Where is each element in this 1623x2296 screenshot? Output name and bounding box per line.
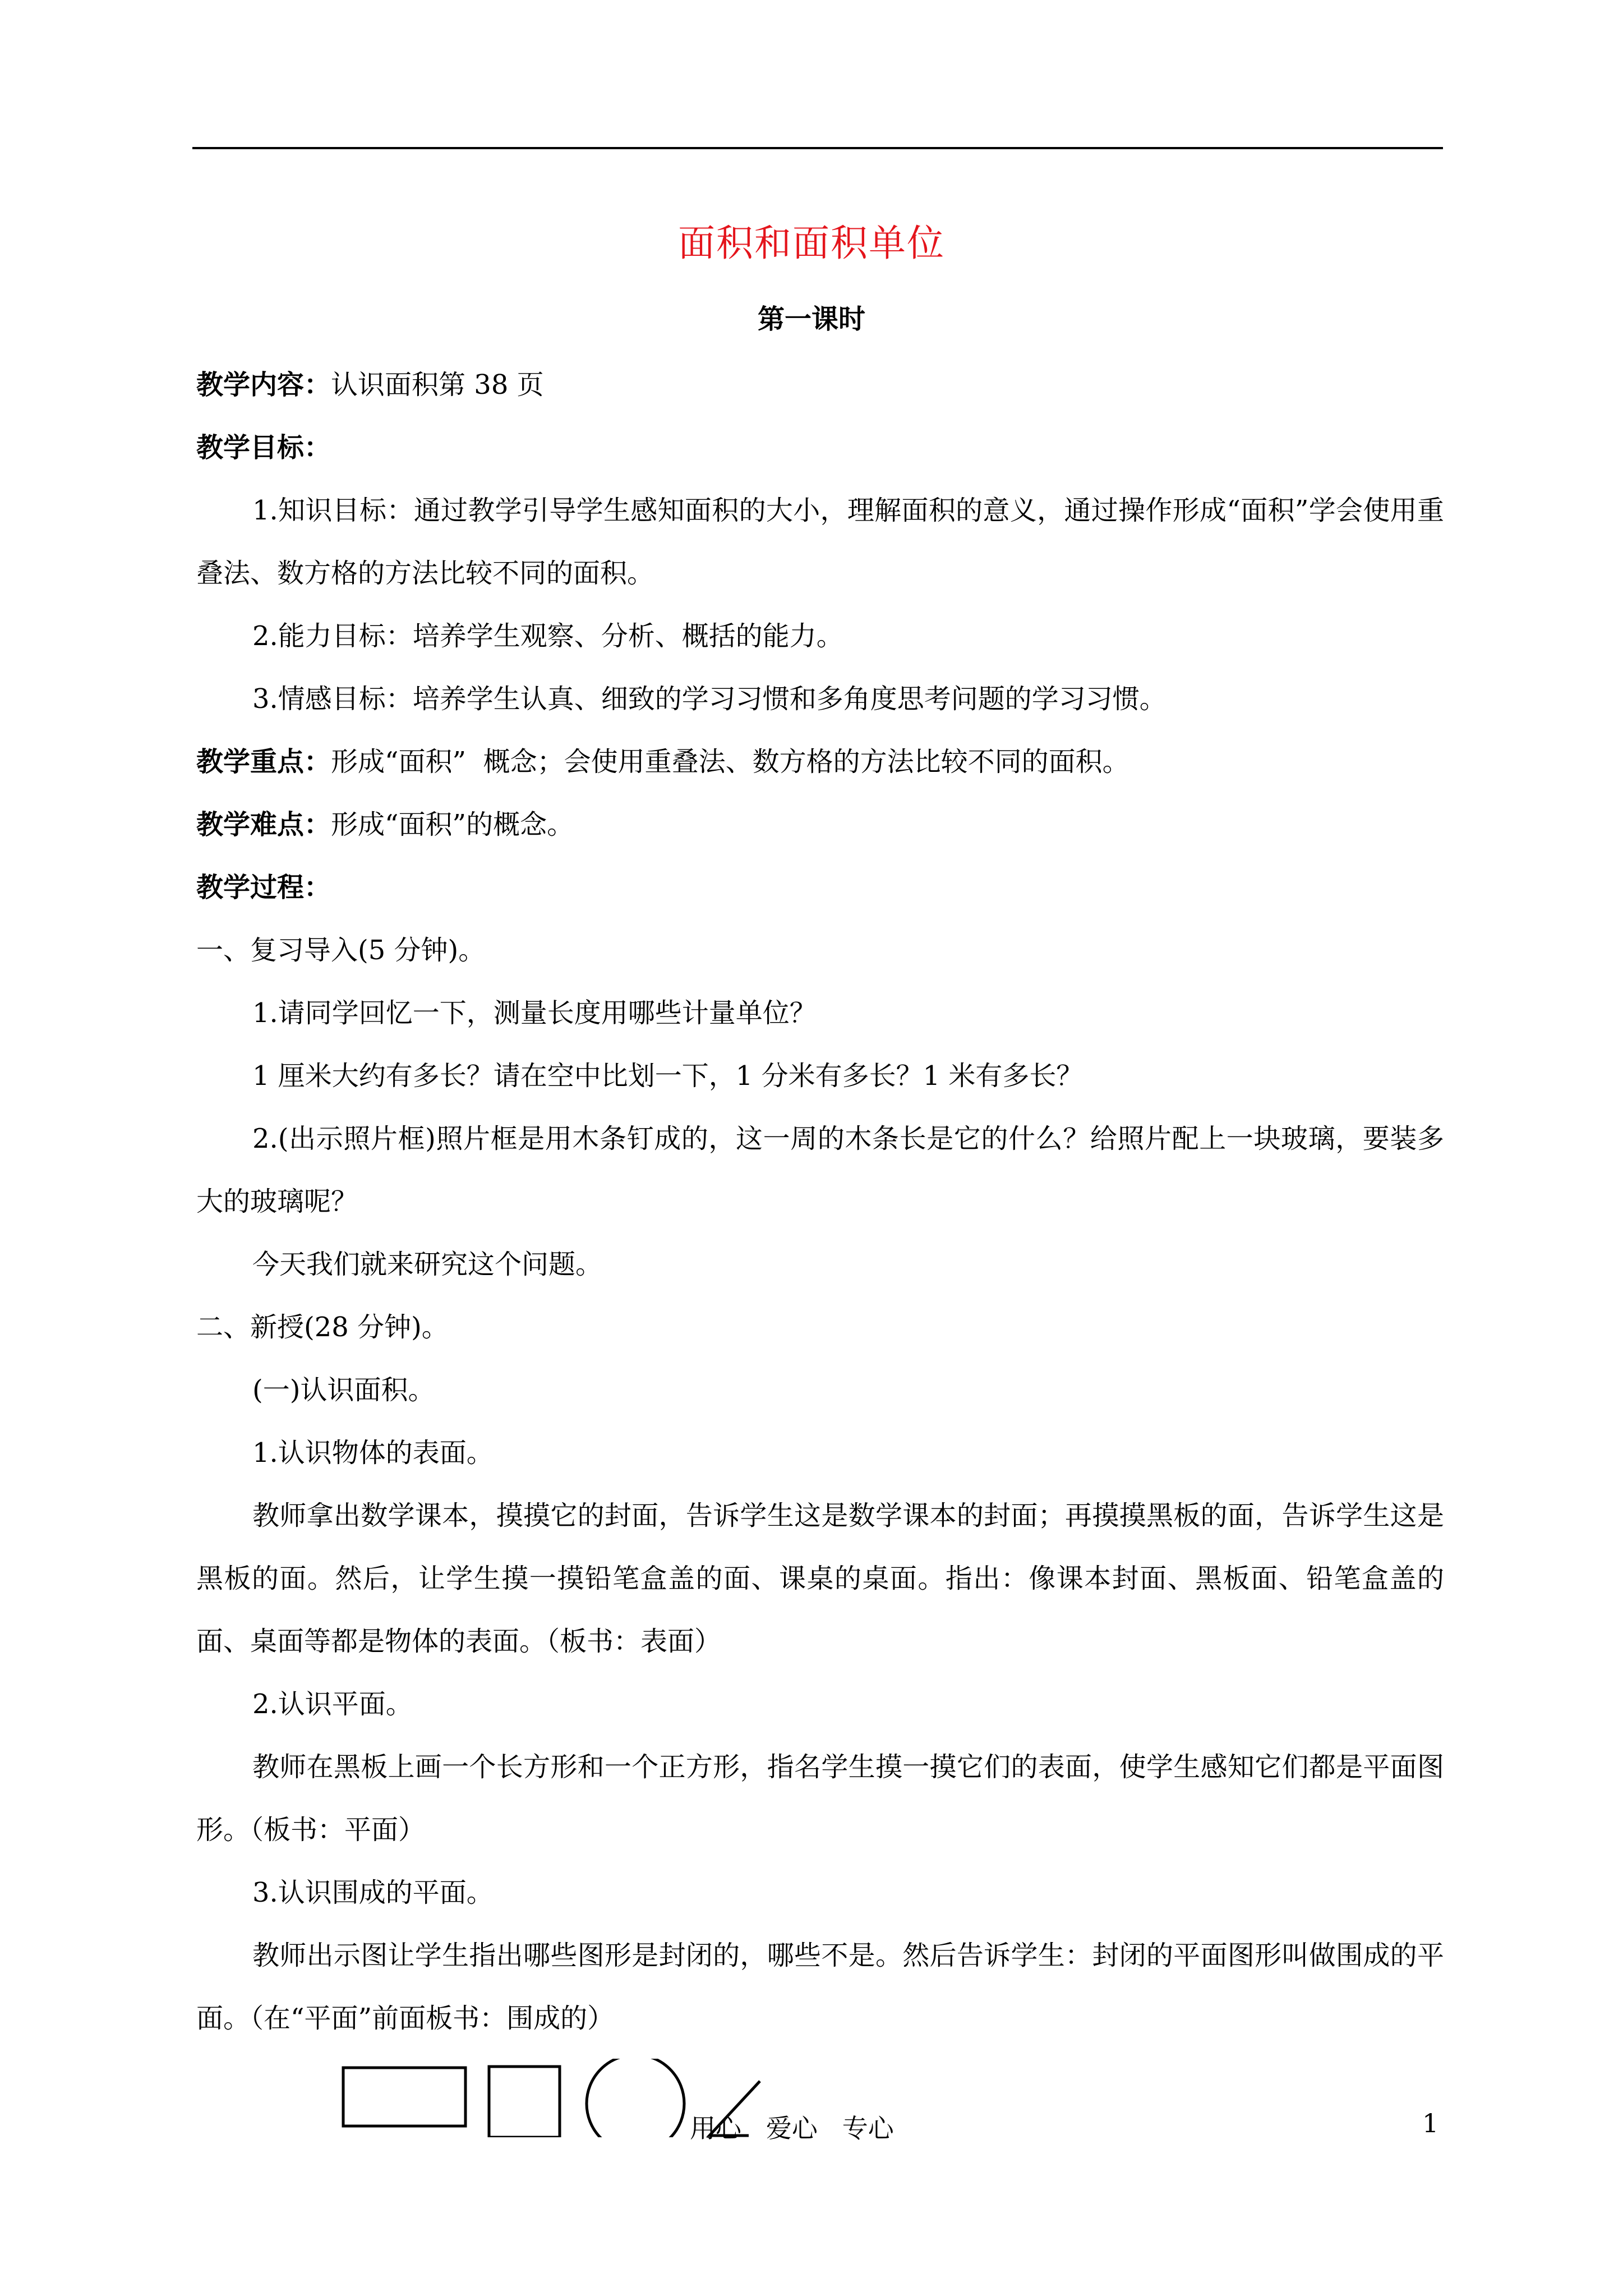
teaching-focus-line: 教学重点：形成“面积” 概念；会使用重叠法、数方格的方法比较不同的面积。 xyxy=(196,746,1129,777)
teaching-content-line: 教学内容：认识面积第 38 页 xyxy=(196,369,544,401)
page-title: 面积和面积单位 xyxy=(678,222,945,265)
footer-motto: 用心 爱心 专心 xyxy=(690,2113,894,2143)
step-enclosed-plane-detail: 教师出示图让学生指出哪些图形是封闭的，哪些不是。然后告诉学生：封闭的平面图形叫做围成的平面。（在“平面”前面板书：围成的） xyxy=(196,1940,1444,2034)
step-plane: 2.认识平面。 xyxy=(252,1688,413,1720)
step-surface: 1.认识物体的表面。 xyxy=(252,1437,494,1469)
circle-shape xyxy=(587,2059,684,2137)
step-plane-detail: 教师在黑板上画一个长方形和一个正方形，指名学生摸一摸它们的表面，使学生感知它们都是平面图形。（板书：平面） xyxy=(196,1751,1444,1846)
review-item-1: 1.请同学回忆一下，测量长度用哪些计量单位？ xyxy=(252,997,817,1029)
teaching-goals-heading: 教学目标： xyxy=(196,432,331,463)
review-item-1-detail: 1 厘米大约有多长？请在空中比划一下，1 分米有多长？1 米有多长？ xyxy=(252,1060,1083,1092)
page-number: 1 xyxy=(1422,2108,1439,2138)
document-body xyxy=(196,353,1444,2050)
step-surface-detail: 教师拿出数学课本，摸摸它的封面，告诉学生这是数学课本的封面；再摸摸黑板的面，告诉学生这是黑板的面。然后，让学生摸一摸铅笔盒盖的面、课桌的桌面。指出：像课本封面、黑板面、铅笔盒盖的面、桌面等都是物体的表面。（板书：表面） xyxy=(196,1500,1444,1657)
section-new-lesson: 二、新授(28 分钟)。 xyxy=(196,1312,449,1343)
goal-emotion: 3.情感目标：培养学生认真、细致的学习习惯和多角度思考问题的学习习惯。 xyxy=(252,683,1166,715)
section-review: 一、复习导入(5 分钟)。 xyxy=(196,935,486,966)
rectangle-shape xyxy=(343,2068,465,2126)
teaching-process-heading: 教学过程： xyxy=(196,872,331,903)
goal-knowledge: 1.知识目标：通过教学引导学生感知面积的大小，理解面积的意义，通过操作形成“面积”学会使用重叠法、数方格的方法比较不同的面积。 xyxy=(196,495,1444,589)
header-rule xyxy=(192,147,1443,149)
step-enclosed-plane: 3.认识围成的平面。 xyxy=(252,1877,494,1908)
subsection-area: (一)认识面积。 xyxy=(252,1374,435,1406)
square-shape xyxy=(489,2067,560,2137)
goal-ability: 2.能力目标：培养学生观察、分析、概括的能力。 xyxy=(252,620,843,652)
lesson-subtitle: 第一课时 xyxy=(757,303,865,335)
review-item-2: 2.(出示照片框)照片框是用木条钉成的，这一周的木条长是它的什么？给照片配上一块玻璃，要装多大的玻璃呢？ xyxy=(196,1123,1444,1217)
teaching-difficulty-line: 教学难点：形成“面积”的概念。 xyxy=(196,809,574,840)
review-item-conclusion: 今天我们就来研究这个问题。 xyxy=(252,1249,603,1280)
